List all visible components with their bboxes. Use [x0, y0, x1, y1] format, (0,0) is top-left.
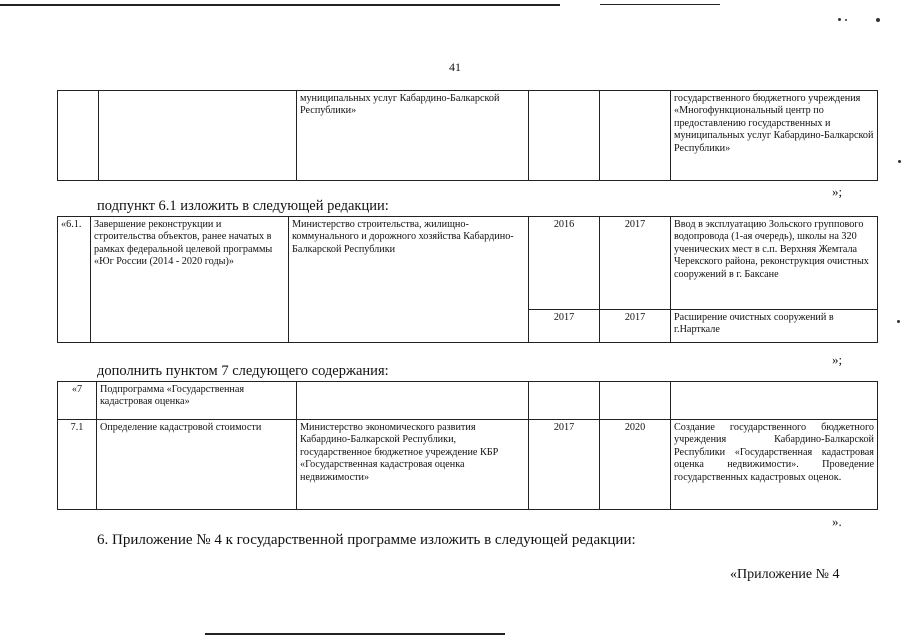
closing-quote-3: ».	[832, 514, 842, 529]
scan-speck	[898, 160, 901, 163]
heading-point-7: дополнить пунктом 7 следующего содержания:	[97, 363, 389, 379]
table-cell-start-year: 2017	[529, 420, 600, 510]
table-cell	[671, 382, 878, 420]
table-cell-start-year: 2016	[529, 217, 600, 310]
scan-artifact-top-line-2	[600, 4, 720, 5]
scan-artifact-bottom-line	[205, 633, 505, 635]
table-cell-end-year: 2020	[600, 420, 671, 510]
page-number: 41	[449, 60, 461, 74]
closing-quote-1: »;	[832, 184, 843, 199]
table-cell-result: Создание государственного бюджетного учреждения Кабардино-Балкарской Республики «Государственная кадастровая оценка недвижимости». Проведение государственных кадастровых оценок.	[671, 420, 878, 510]
table-cell-number: «7	[58, 382, 97, 420]
table-cell	[297, 382, 529, 420]
table-cell-name: Завершение реконструкции и строительства объектов, ранее начатых в рамках федеральной целевой программы «Юг России (2014 - 2020 годы)»	[91, 217, 289, 343]
table-cell	[600, 382, 671, 420]
table-cell-number: 7.1	[58, 420, 97, 510]
table-row	[58, 382, 878, 420]
table-cell-number: «6.1.	[58, 217, 91, 343]
table-cell	[600, 91, 671, 181]
table-cell-result: государственного бюджетного учреждения «Многофункциональный центр по предоставлению государственных и муниципальных услуг Кабардино-Балкарской Республики»	[671, 91, 878, 181]
table-point-7	[57, 381, 878, 510]
scan-speck	[838, 18, 841, 21]
scan-speck	[876, 18, 880, 22]
table-row	[58, 217, 878, 310]
table-subpoint-6-1	[57, 216, 878, 343]
scan-speck	[845, 19, 847, 21]
appendix-label: «Приложение № 4	[730, 567, 840, 582]
table-cell	[58, 91, 99, 181]
closing-quote-2: »;	[832, 352, 843, 367]
table-cell	[529, 91, 600, 181]
table-cell-result: Ввод в эксплуатацию Зольского группового водопровода (1-ая очередь), школы на 320 ученических мест в с.п. Верхняя Жемтала Черекского района, реконструкция очистных сооружений в г. Баксане	[671, 217, 878, 310]
table-cell-end-year: 2017	[600, 217, 671, 310]
paragraph-6: 6. Приложение № 4 к государственной программе изложить в следующей редакции:	[97, 532, 636, 548]
table-row	[58, 420, 878, 510]
table-cell-executor: Министерство строительства, жилищно-коммунального и дорожного хозяйства Кабардино-Балкарской Республики	[289, 217, 529, 343]
scan-speck	[897, 320, 900, 323]
scan-artifact-top-line	[0, 4, 560, 6]
table-cell	[99, 91, 297, 181]
table-cell-start-year: 2017	[529, 310, 600, 343]
table-cell-name: Подпрограмма «Государственная кадастровая оценка»	[97, 382, 297, 420]
table-cell-result: Расширение очистных сооружений в г.Нарткале	[671, 310, 878, 343]
table-cell-executor: Министерство экономического развития Кабардино-Балкарской Республики, государственное бюджетное учреждение КБР «Государственная кадастровая оценка недвижимости»	[297, 420, 529, 510]
table-cell-executor: муниципальных услуг Кабардино-Балкарской Республики»	[297, 91, 529, 181]
table-cell-end-year: 2017	[600, 310, 671, 343]
table-cell	[529, 382, 600, 420]
table-row	[58, 91, 878, 181]
table-continuation	[57, 90, 878, 181]
table-cell-name: Определение кадастровой стоимости	[97, 420, 297, 510]
heading-subpoint-6-1: подпункт 6.1 изложить в следующей редакции:	[97, 198, 389, 214]
